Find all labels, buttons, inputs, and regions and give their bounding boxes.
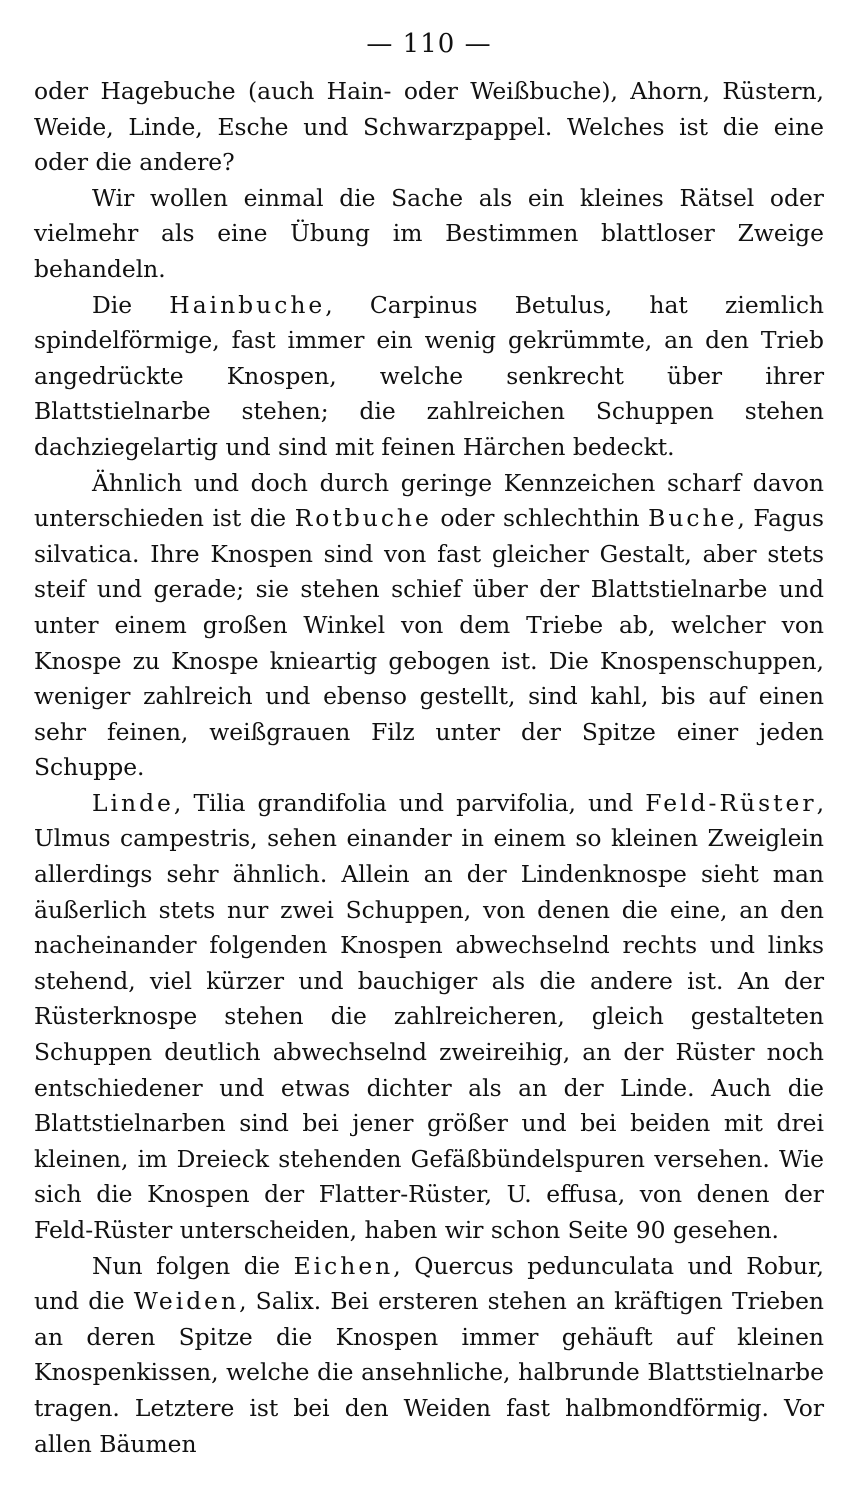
paragraph bbox=[34, 181, 824, 288]
text-segment: oder Hagebuche (auch Hain- oder Weißbuche), Ahorn, Rüstern, Weide, Linde, Esche und Schwarzpappel. Welches ist die eine oder die andere? bbox=[34, 77, 824, 177]
emphasized-term: Eichen bbox=[293, 1251, 394, 1280]
paragraph bbox=[34, 288, 824, 466]
text-segment: Die bbox=[92, 290, 170, 319]
text-segment: , Carpinus Betulus, hat ziemlich spindelförmige, fast immer ein wenig gekrümmte, an den Trieb angedrückte Knospen, welche senkrecht über ihrer Blattstielnarbe stehen; die zahlreichen Schuppen stehen dachziegelartig und sind mit feinen Härchen bedeckt. bbox=[34, 290, 824, 461]
paragraph bbox=[34, 1249, 824, 1463]
text-segment: , Tilia grandifolia und parvifolia, und bbox=[173, 788, 646, 817]
emphasized-term: Feld-Rüster bbox=[645, 788, 817, 817]
text-segment: oder schlechthin bbox=[431, 504, 649, 533]
text-segment: Nun folgen die bbox=[92, 1251, 294, 1280]
text-segment: , Quercus pedunculata und Robur, und die bbox=[34, 1251, 824, 1316]
emphasized-term: Linde bbox=[92, 788, 174, 817]
emphasized-term: Rotbuche bbox=[294, 504, 432, 533]
emphasized-term: Buche bbox=[648, 504, 738, 533]
emphasized-term: Hainbuche bbox=[169, 290, 326, 319]
text-segment: , Salix. Bei ersteren stehen an kräftigen Trieben an deren Spitze die Knospen immer gehäuft auf kleinen Knospenkissen, welche die ansehnliche, halbrunde Blattstielnarbe tragen. Letztere ist bei den Weiden fast halbmondförmig. Vor allen Bäumen bbox=[34, 1287, 825, 1458]
paragraph bbox=[34, 466, 824, 786]
page-number: — 110 — bbox=[366, 29, 492, 59]
paragraph bbox=[34, 786, 824, 1249]
emphasized-term: Weiden bbox=[133, 1287, 240, 1316]
text-segment: Wir wollen einmal die Sache als ein kleines Rätsel oder vielmehr als eine Übung im Bestimmen blattloser Zweige behandeln. bbox=[34, 183, 824, 283]
paragraph bbox=[34, 74, 824, 181]
text-segment: Ähnlich und doch durch geringe Kennzeichen scharf davon unterschieden ist die bbox=[34, 468, 824, 533]
body-text bbox=[34, 74, 824, 1462]
text-segment: , Fagus silvatica. Ihre Knospen sind von fast gleicher Gestalt, aber stets steif und gerade; sie stehen schief über der Blattstielnarbe und unter einem großen Winkel von dem Triebe ab, welcher von Knospe zu Knospe knieartig gebogen ist. Die Knospenschuppen, weniger zahlreich und ebenso gestellt, sind kahl, bis auf einen sehr feinen, weißgrauen Filz unter der Spitze einer jeden Schuppe. bbox=[34, 504, 824, 782]
text-segment: , Ulmus campestris, sehen einander in einem so kleinen Zweiglein allerdings sehr ähnlich. Allein an der Lindenknospe sieht man äußerlich stets nur zwei Schuppen, von denen die eine, an den nacheinander folgenden Knospen abwechselnd rechts und links stehend, viel kürzer und bauchiger als die andere ist. An der Rüsterknospe stehen die zahlreicheren, gleich gestalteten Schuppen deutlich abwechselnd zweireihig, an der Rüster noch entschiedener und etwas dichter als an der Linde. Auch die Blattstielnarben sind bei jener größer und bei beiden mit drei kleinen, im Dreieck stehenden Gefäßbündelspuren versehen. Wie sich die Knospen der Flatter-Rüster, U. effusa, von denen der Feld-Rüster unterscheiden, haben wir schon Seite 90 gesehen. bbox=[34, 788, 824, 1244]
book-page bbox=[34, 26, 824, 1462]
